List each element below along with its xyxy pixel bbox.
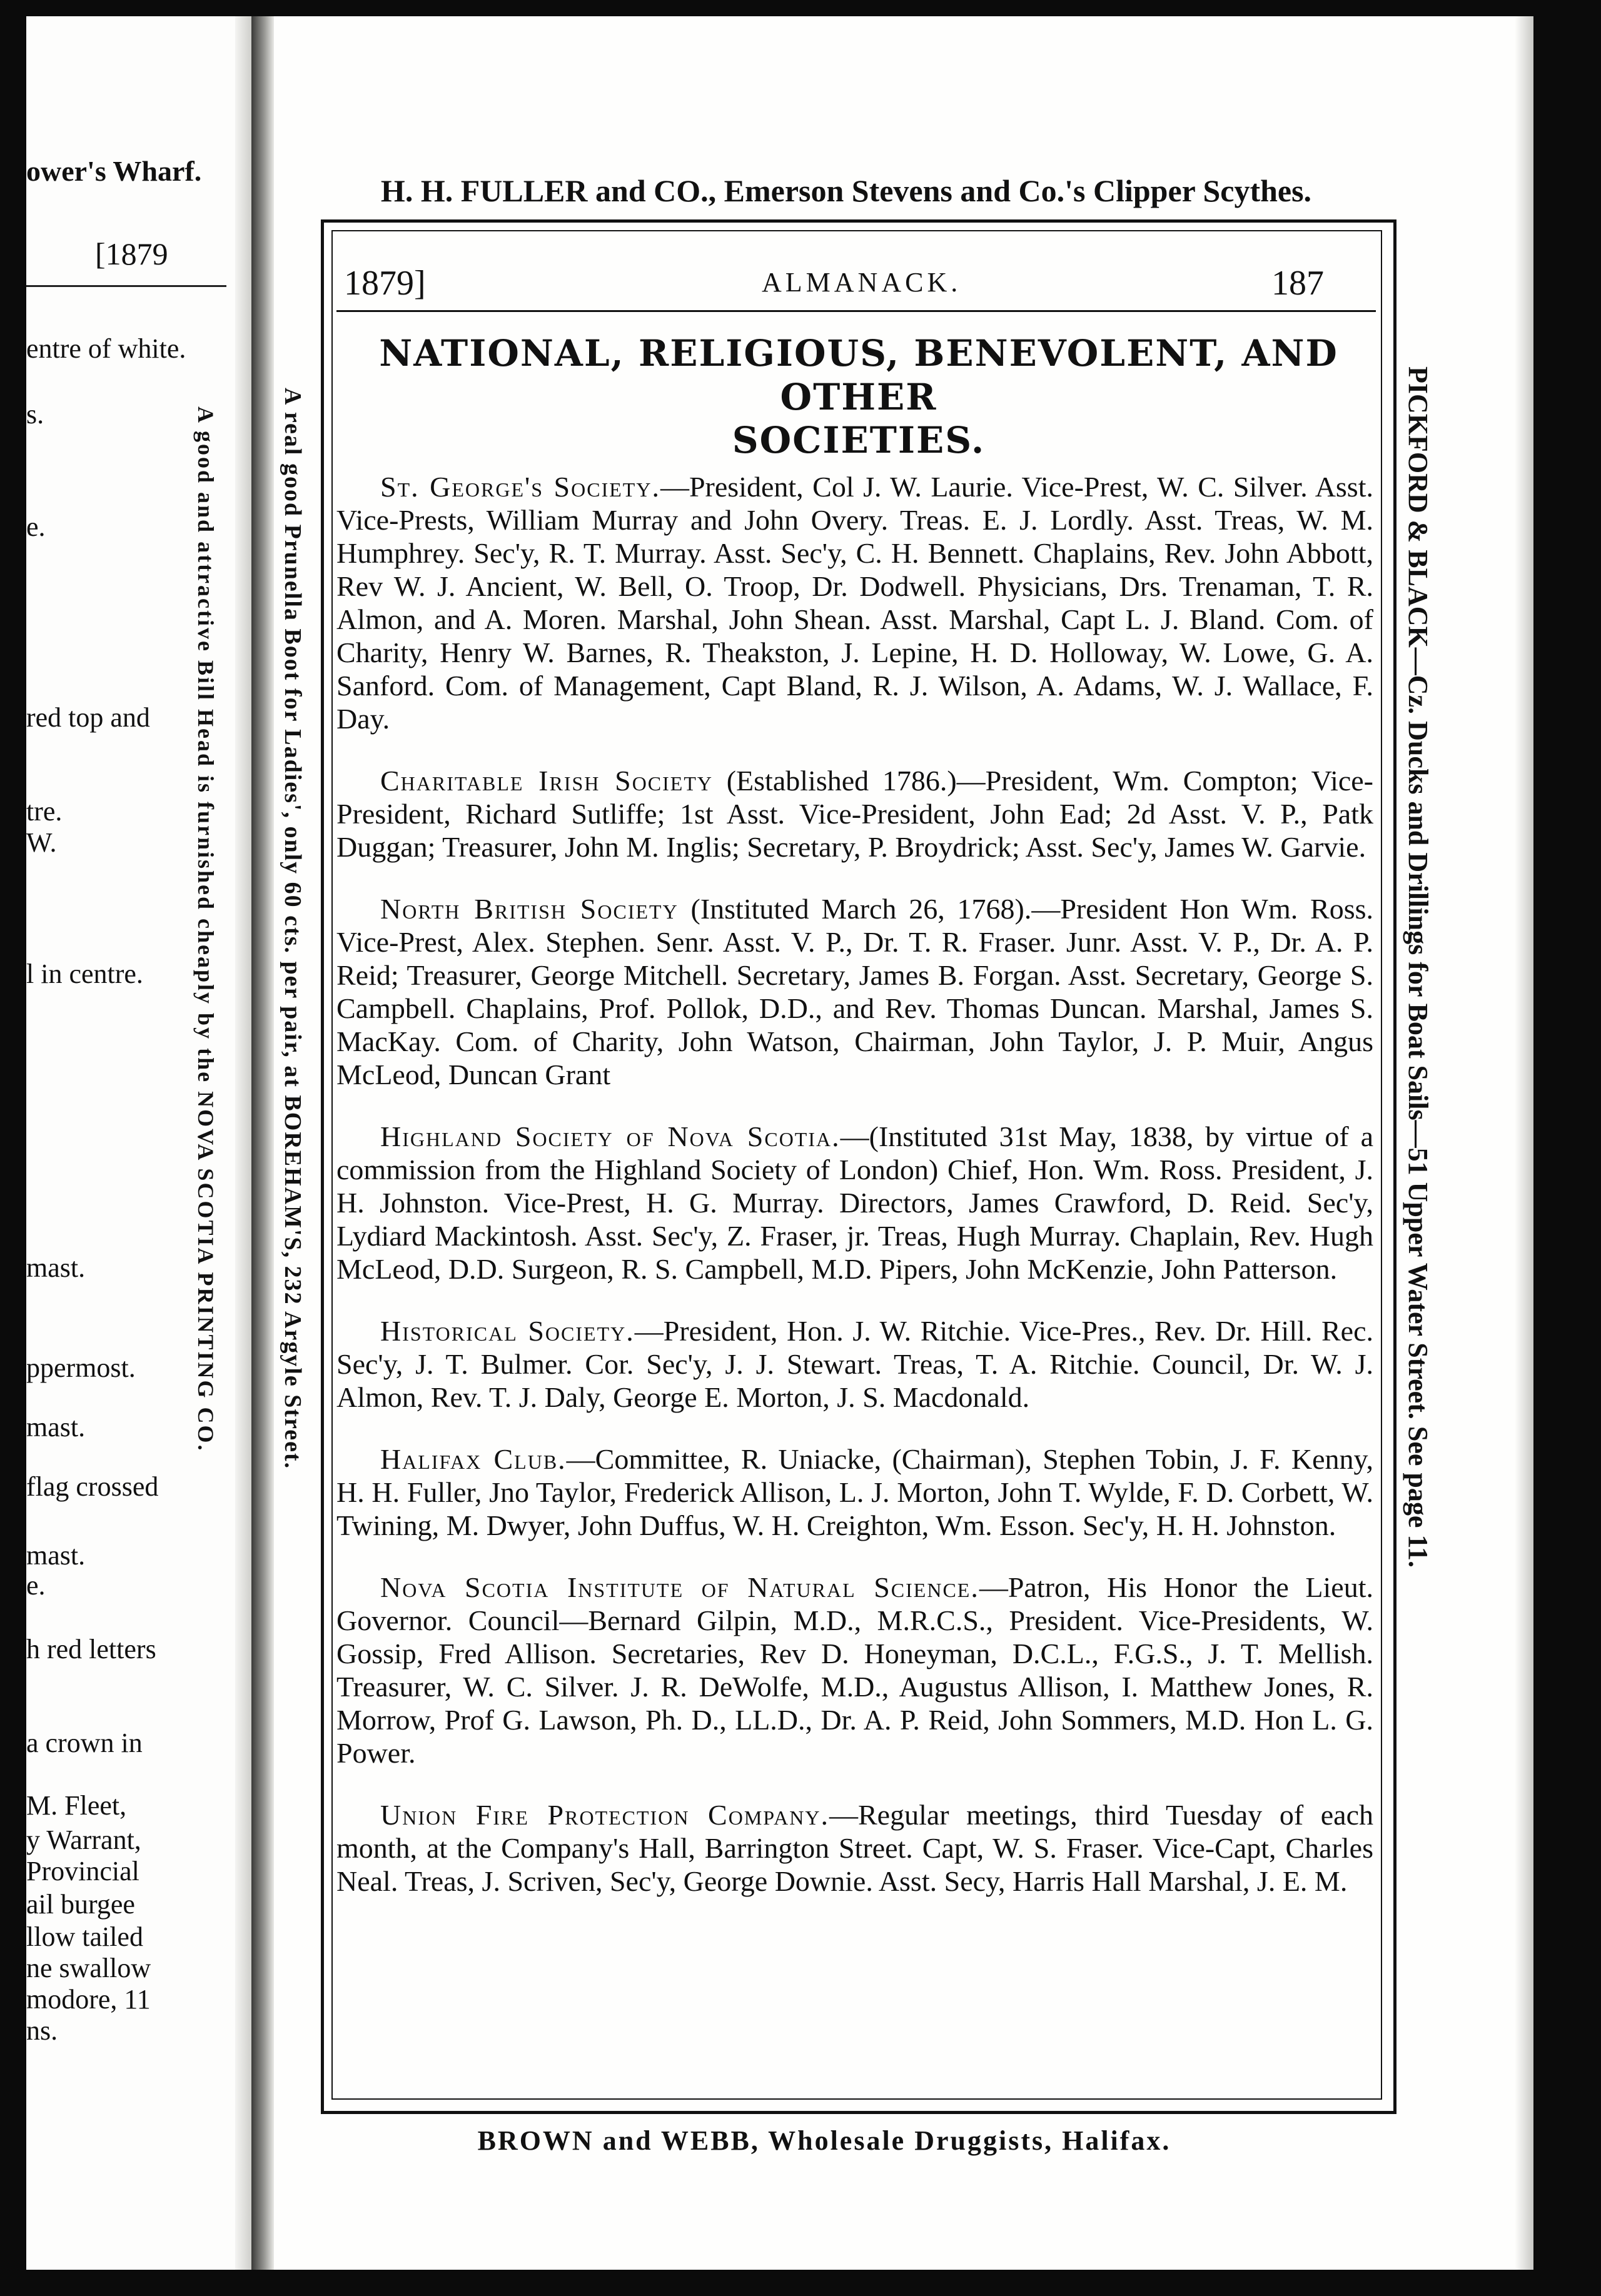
left-line: mast. [26, 1412, 86, 1443]
left-line: mast. [26, 1540, 86, 1571]
left-line: Provincial [26, 1856, 139, 1886]
society-details: —Regular meetings, third Tuesday of each month, at the Company's Hall, Barrington Street. Capt, W. S. Fraser. Vice-Capt, Charles Neal. Treas, J. Scriven, Sec'y, George Downie. Asst. Secy, Harris Hall Marshal, J. E. M. [336, 1799, 1373, 1897]
inner-margin-ad-text: A real good Prunella Boot for Ladies', only 60 cts. per pair, at BOREHAM'S, 232 Argyle Street. [280, 388, 306, 1470]
left-line: e. [26, 1570, 46, 1601]
society-entry-charitable-irish [336, 764, 1373, 864]
society-details: —President, Col J. W. Laurie. Vice-Prest, W. C. Silver. Asst. Vice-Prests, William Murray and John Overy. Treas. E. J. Lordly. Asst. Treas, W. M. Humphrey. Sec'y, R. T. Murray. Asst. Sec'y, C. H. Bennett. Chaplains, Rev. John Abbott, Rev W. J. Ancient, W. Bell, O. Troop, Dr. Dodwell. Physicians, Drs. Trenaman, T. R. Almon, and A. Moren. Marshal, John Shean. Asst. Marshal, Capt L. J. Bland. Com. of Charity, Henry W. Barnes, R. Theakston, J. Lepine, H. D. Holloway, W. Lowe, G. A. Sanford. Com. of Management, Capt Bland, R. J. Wilson, A. Adams, W. J. Wallace, F. Day. [336, 471, 1373, 735]
scan-border-left [0, 0, 26, 2296]
book-binding [251, 16, 274, 2270]
scan-border-top [0, 0, 1601, 16]
header-rule [336, 310, 1376, 312]
left-line: ail burgee [26, 1889, 135, 1920]
society-name: Union Fire Protection Company. [380, 1799, 829, 1831]
society-name: Historical Society. [380, 1315, 635, 1347]
footer-ad: BROWN and WEBB, Wholesale Druggists, Halifax. [477, 2125, 1171, 2156]
left-page-vertical-ad [188, 406, 231, 1938]
left-line: e. [26, 511, 46, 542]
left-line: red top and [26, 702, 150, 733]
left-line: a crown in [26, 1728, 143, 1758]
section-title-line-1: NATIONAL, RELIGIOUS, BENEVOLENT, AND OTHER [379, 332, 1338, 418]
scan-border-right [1533, 0, 1601, 2296]
society-entry-historical [336, 1314, 1373, 1414]
left-line: tre. [26, 796, 63, 827]
society-details: —Patron, His Honor the Lieut. Governor. Council—Bernard Gilpin, M.D., M.R.C.S., President. Vice-Presidents, W. Gossip, Fred Allison. Secretaries, Rev D. Honeyman, D.C.L., F.G.S., J. T. Mellish. Treasurer, W. C. Silver. J. R. DeWolfe, M.D., Augustus Allison, I. Matthew Jones, R. Morrow, Prof G. Lawson, Ph. D., LL.D., Dr. A. P. Reid, John Sommers, M.D. Hon L. G. Power. [336, 1571, 1373, 1769]
society-entry-st-george [336, 470, 1373, 735]
almanack-page [274, 16, 1533, 2270]
left-line: mast. [26, 1252, 86, 1283]
left-page-gutter [235, 16, 251, 2270]
left-line: ne swallow [26, 1953, 151, 1983]
right-vertical-ad [1400, 366, 1443, 1955]
page-number: 187 [1271, 264, 1324, 303]
society-details: —(Instituted 31st May, 1838, by virtue of a commission from the Highland Society of London) Chief, Hon. Wm. Ross. President, J. H. Johnston. Vice-Prest, H. G. Murray. Directors, James Crawford, D. Reid. Sec'y, Lydiard Mackintosh. Asst. Sec'y, Z. Fraser, jr. Treas, Hugh Murray. Chaplain, Rev. Hugh McLeod, D.D. Surgeon, R. S. Campbell, M.D. Pipers, John McKenzie, John Patterson. [336, 1120, 1373, 1285]
left-line: ower's Wharf. [26, 155, 202, 187]
society-entry-halifax-club [336, 1443, 1373, 1542]
left-line: flag crossed [26, 1471, 159, 1502]
society-details: (Established 1786.)—President, Wm. Compton; Vice-President, Richard Sutliffe; 1st Asst. Vice-President, John Ead; 2d Asst. V. P., Patk Duggan; Treasurer, John M. Inglis; Secretary, P. Broydrick; Asst. Sec'y, James W. Garvie. [336, 765, 1374, 863]
society-entry-north-british [336, 892, 1373, 1091]
society-name: Charitable Irish Society [380, 765, 714, 797]
society-details: —President, Hon. J. W. Ritchie. Vice-Pres., Rev. Dr. Hill. Rec. Sec'y, J. T. Bulmer. Cor. Sec'y, J. J. Stewart. Treas, T. A. Ritchie. Council, Dr. W. J. Almon, Rev. T. J. Daly, George E. Morton, J. S. Macdonald. [336, 1315, 1373, 1413]
societies-list [336, 441, 1373, 1913]
society-details: —Committee, R. Uniacke, (Chairman), Stephen Tobin, J. F. Kenny, H. H. Fuller, Jno Taylor, Frederick Allison, L. J. Morton, John T. Wylde, F. D. Corbett, W. Twining, M. Dwyer, John Duffus, W. H. Creighton, Wm. Esson. Sec'y, H. H. Johnston. [336, 1443, 1373, 1541]
left-line: M. Fleet, [26, 1790, 127, 1821]
left-line: modore, 11 [26, 1984, 151, 2015]
society-details: (Instituted March 26, 1768).—President Hon Wm. Ross. Vice-Prest, Alex. Stephen. Senr. Asst. V. P., Dr. T. R. Fraser. Junr. Asst. V. P., Dr. A. P. Reid; Treasurer, George Mitchell. Secretary, James B. Forgan. Asst. Secretary, George S. Campbell. Chaplains, Prof. Pollok, D.D., and Rev. Thomas Duncan. Marshal, James S. MacKay. Com. of Charity, John Watson, Chairman, John Taylor, J. P. Muir, Angus McLeod, Duncan Grant [336, 893, 1374, 1090]
running-head-ad: H. H. FULLER and CO., Emerson Stevens and Co.'s Clipper Scythes. [380, 173, 1312, 208]
left-line: ppermost. [26, 1352, 136, 1383]
header-year: 1879] [344, 264, 426, 303]
left-line: [1879 [95, 236, 168, 271]
left-page-rule [26, 285, 226, 287]
inner-margin-vertical-ad [275, 388, 319, 1963]
society-name: North British Society [380, 893, 679, 925]
left-line: s. [26, 399, 44, 430]
section-title-line-2: SOCIETIES. [732, 419, 986, 462]
header-title: ALMANACK. [762, 267, 962, 298]
society-entry-union-fire [336, 1798, 1373, 1898]
society-entry-nova-scotia-institute [336, 1571, 1373, 1770]
society-name: Halifax Club. [380, 1443, 567, 1475]
left-line: l in centre. [26, 959, 143, 989]
society-name: Highland Society of Nova Scotia. [380, 1120, 841, 1152]
right-vertical-ad-text: PICKFORD & BLACK—Cz. Ducks and Drillings for Boat Sails—51 Upper Water Street. See page 11. [1403, 366, 1433, 1568]
left-line: ns. [26, 2015, 58, 2046]
vertical-ad-text: A good and attractive Bill Head is furnished cheaply by the NOVA SCOTIA PRINTING CO. [193, 406, 218, 1453]
society-name: Nova Scotia Institute of Natural Science. [380, 1571, 979, 1603]
society-name: St. George's Society. [380, 471, 660, 503]
left-line: y Warrant, [26, 1825, 141, 1855]
left-line: W. [26, 827, 57, 858]
society-entry-highland [336, 1120, 1373, 1286]
page-edge-shadow [1515, 16, 1533, 2270]
left-line: h red letters [26, 1634, 156, 1664]
left-line: llow tailed [26, 1921, 143, 1952]
scan-border-bottom [0, 2270, 1601, 2296]
left-line: entre of white. [26, 333, 186, 364]
